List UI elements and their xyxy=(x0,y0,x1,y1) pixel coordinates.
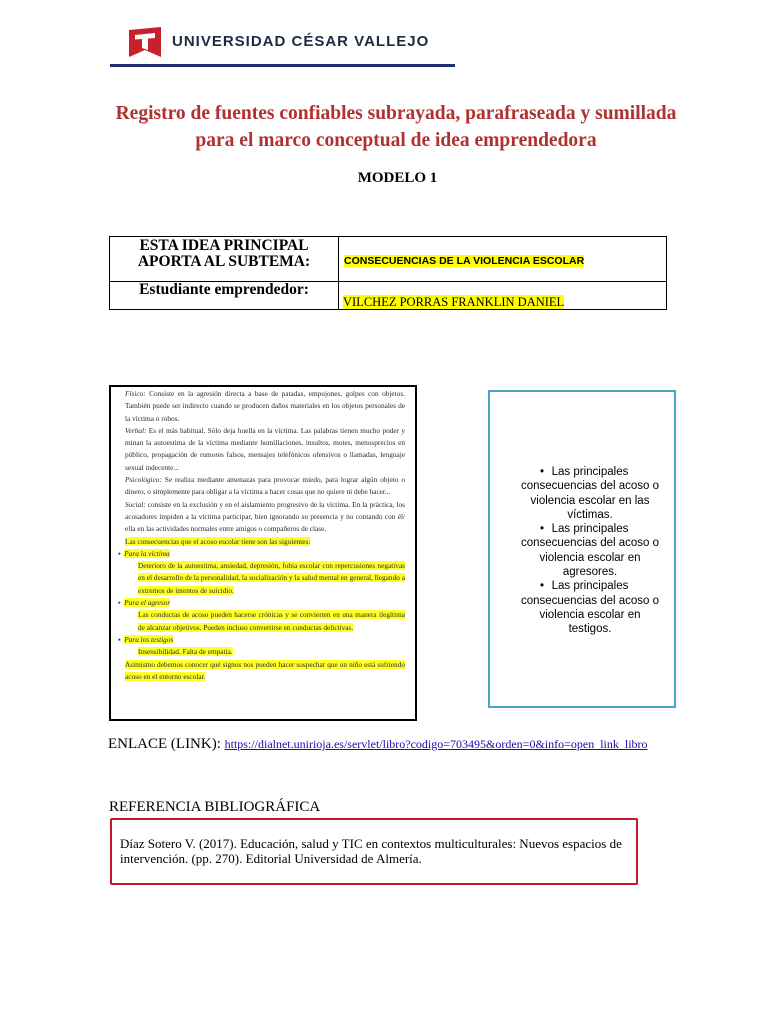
source-excerpt-image xyxy=(109,385,417,721)
bullet-icon: • xyxy=(540,523,545,536)
subtopic-value-cell xyxy=(339,237,667,282)
source-link[interactable]: https://dialnet.unirioja.es/servlet/libro?codigo=703495&orden=0&info=open_link_libro xyxy=(224,737,648,751)
model-label: MODELO 1 xyxy=(357,170,438,186)
excerpt-term: Psicológico: xyxy=(125,475,162,485)
summary-item-text: Las principales consecuencias del acoso o violencia escolar en agresores. xyxy=(520,523,660,579)
university-name: UNIVERSIDAD CÉSAR VALLEJO xyxy=(172,33,430,50)
excerpt-bullet: ▪ Para la víctima xyxy=(118,548,170,558)
excerpt-highlight: Insensibilidad. Falta de empatía. xyxy=(138,647,233,657)
list-item xyxy=(490,522,674,579)
student-label-cell xyxy=(110,282,339,310)
excerpt-term: Verbal: xyxy=(125,425,147,435)
summary-list xyxy=(490,465,674,637)
excerpt-paragraph xyxy=(125,560,405,597)
summary-item-text: Las principales consecuencias del acoso o violencia escolar en testigos. xyxy=(520,580,660,636)
excerpt-term: Social: xyxy=(125,499,146,509)
list-item xyxy=(490,465,674,522)
header-divider xyxy=(110,64,455,67)
info-table xyxy=(109,236,667,310)
excerpt-bullet: ▪ Para los testigos xyxy=(118,634,174,644)
link-label: ENLACE (LINK): xyxy=(108,736,221,752)
excerpt-text: consiste en la exclusión y en el aislamiento progresivo de la víctima. En la práctica, los acosadores impiden a la víctima participar, bien ignorando su presencia y no contando con él/ ella en las actividades normales entre amigos o compañeros de clase. xyxy=(125,499,405,534)
bullet-icon: • xyxy=(540,580,545,593)
excerpt-paragraph xyxy=(125,474,405,499)
excerpt-paragraph xyxy=(125,388,405,425)
table-row xyxy=(110,282,667,310)
summary-box xyxy=(488,390,676,708)
subtopic-label: ESTA IDEA PRINCIPAL APORTA AL SUBTEMA: xyxy=(137,237,311,270)
summary-item-text: Las principales consecuencias del acoso o violencia escolar en las víctimas. xyxy=(520,466,660,521)
university-logo-icon xyxy=(128,26,162,58)
excerpt-subheading: Para el agresor xyxy=(124,598,171,608)
reference-heading: REFERENCIA BIBLIOGRÁFICA xyxy=(109,799,321,815)
reference-text: Díaz Sotero V. (2017). Educación, salud y TIC en contextos multiculturales: Nuevos espacios de intervención. (pp. 270). Editorial Universidad de Almería. xyxy=(120,836,622,866)
excerpt-text: Se realiza mediante amenazas para provocar miedo, para lograr algún objeto o dinero, o simplemente para obligar a la víctima a hacer cosas que no quiere ni debe hacer... xyxy=(125,475,405,497)
excerpt-bullet: ▪ Para el agresor xyxy=(118,598,171,608)
student-label: Estudiante emprendedor: xyxy=(139,281,309,298)
excerpt-highlight: Las consecuencias que el acoso escolar tiene son las siguientes: xyxy=(125,536,311,546)
document-title: Registro de fuentes confiables subrayada, parafraseada y sumillada para el marco conceptual de idea emprendedora xyxy=(115,103,677,151)
excerpt-term: Físico: xyxy=(125,389,146,398)
excerpt-subheading: Para los testigos xyxy=(124,634,174,644)
student-name: VILCHEZ PORRAS FRANKLIN DANIEL xyxy=(343,295,565,309)
list-item xyxy=(490,579,674,636)
excerpt-highlight: Deterioro de la autoestima, ansiedad, depresión, fobia escolar con repercusiones negativas en el desarrollo de la personalidad, la socialización y la salud mental en general, llegando a extremos de intentos de suicidio. xyxy=(138,561,405,595)
excerpt-subheading: Para la víctima xyxy=(124,548,170,558)
subtopic-value: CONSECUENCIAS DE LA VIOLENCIA ESCOLAR xyxy=(344,255,585,267)
excerpt-text: Consiste en la agresión directa a base de patadas, empujones, golpes con objetos. También puede ser indirecto cuando se producen daños materiales en los objetos personales de la víctima o robos. xyxy=(125,389,405,423)
excerpt-paragraph xyxy=(125,499,405,536)
table-row xyxy=(110,237,667,282)
excerpt-text: Es el más habitual. Sólo deja huella en la víctima. Las palabras tienen mucho poder y minan la autoestima de la víctima mediante humillaciones, insultos, motes, menosprecios en público, propagación de rumores falsos, mensajes telefónicos ofensivos o llamadas, lenguaje sexual indecente... xyxy=(125,425,406,472)
excerpt-paragraph xyxy=(125,646,405,658)
excerpt-paragraph xyxy=(125,425,405,474)
excerpt-highlight: Las conductas de acoso pueden hacerse crónicas y se convierten en una manera ilegítima de alcanzar objetivos. Pueden incluso convertirse en conductas delictivas. xyxy=(138,610,405,632)
excerpt-highlight: Asimismo debemos conocer qué signos nos pueden hacer sospechar que un niño está sufriendo acoso en el entorno escolar. xyxy=(125,659,405,681)
subtopic-label-cell xyxy=(110,237,339,282)
reference-box xyxy=(110,818,638,885)
excerpt-paragraph xyxy=(125,609,405,634)
link-row xyxy=(108,736,648,753)
student-value-cell xyxy=(339,282,667,310)
excerpt-paragraph xyxy=(125,659,405,684)
excerpt-paragraph xyxy=(125,536,405,548)
bullet-icon: • xyxy=(540,466,545,478)
